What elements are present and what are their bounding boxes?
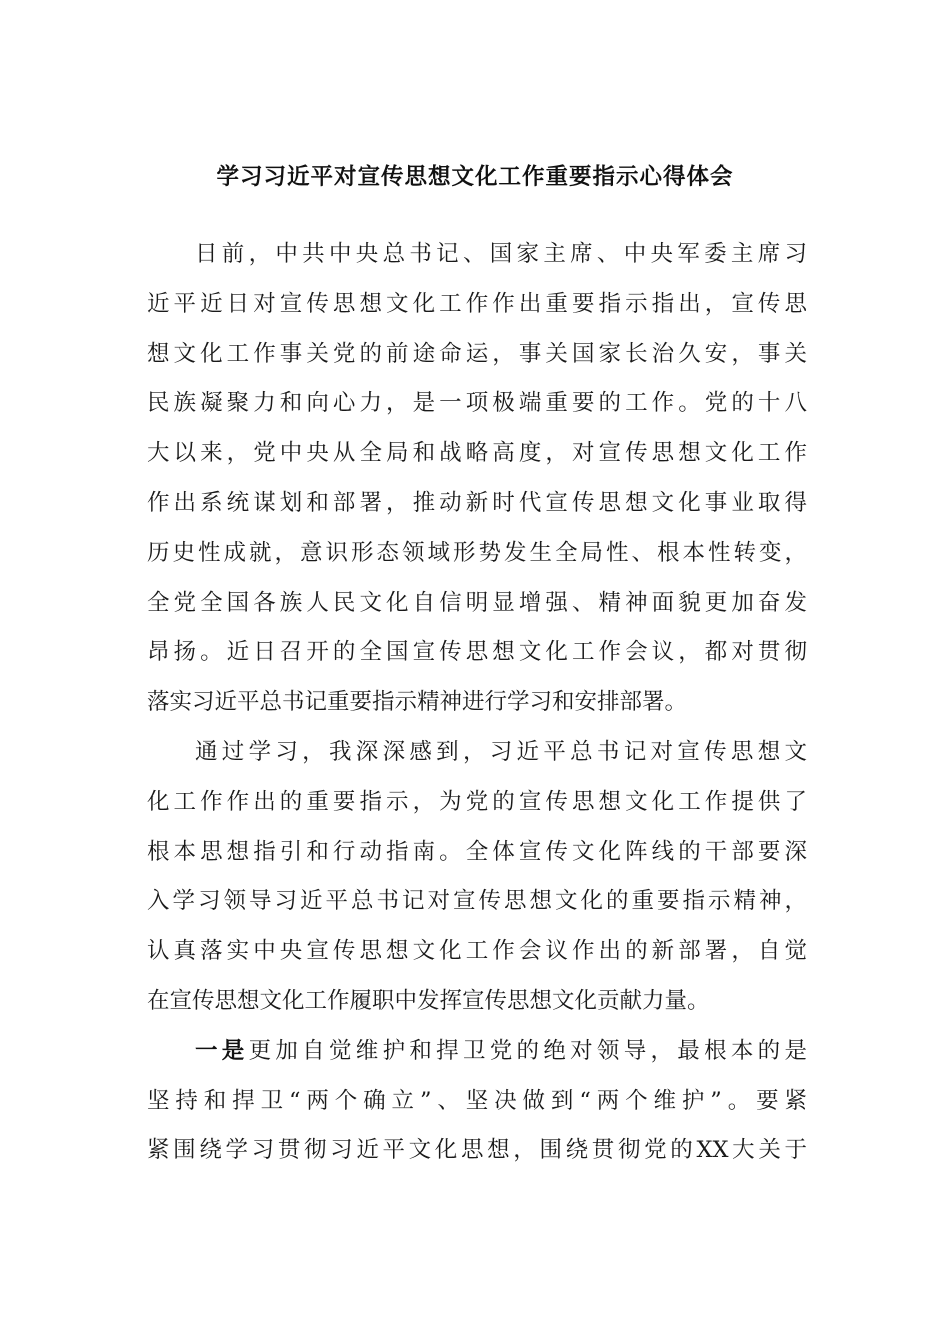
text-line-content: 更加自觉维护和捍卫党的绝对领导，最根本的是 [248, 1037, 807, 1064]
text-line: 昂扬。近日召开的全国宣传思想文化工作会议，都对贯彻 [147, 639, 807, 666]
lead-phrase: 一是 [195, 1037, 249, 1064]
text-line: 全党全国各族人民文化自信明显增强、精神面貌更加奋发 [147, 589, 807, 616]
text-line: 根本思想指引和行动指南。全体宣传文化阵线的干部要深 [147, 838, 807, 865]
text-line: 落实习近平总书记重要指示精神进行学习和安排部署。 [147, 689, 688, 716]
text-line: 历史性成就，意识形态领域形势发生全局性、根本性转变， [147, 539, 807, 566]
text-line: 坚持和捍卫“两个确立”、坚决做到“两个维护”。要紧 [147, 1087, 807, 1114]
text-line: 紧围绕学习贯彻习近平文化思想，围绕贯彻党的XX大关于 [147, 1137, 807, 1164]
text-line: 日前，中共中央总书记、国家主席、中央军委主席习 [195, 241, 807, 267]
text-line: 民族凝聚力和向心力，是一项极端重要的工作。党的十八 [147, 390, 807, 417]
document-body [147, 230, 807, 1176]
text-line: 想文化工作事关党的前途命运，事关国家长治久安，事关 [147, 340, 807, 367]
text-line: 大以来，党中央从全局和战略高度，对宣传思想文化工作 [147, 440, 807, 467]
text-line: 近平近日对宣传思想文化工作作出重要指示指出，宣传思 [147, 290, 807, 317]
text-line: 化工作作出的重要指示，为党的宣传思想文化工作提供了 [147, 788, 807, 815]
paragraph-3 [147, 1027, 807, 1176]
text-line: 在宣传思想文化工作履职中发挥宣传思想文化贡献力量。 [147, 987, 710, 1014]
text-line [147, 1027, 807, 1077]
document-title: 学习习近平对宣传思想文化工作重要指示心得体会 [216, 164, 734, 190]
paragraph-2 [147, 728, 807, 1027]
text-line: 认真落实中央宣传思想文化工作会议作出的新部署，自觉 [147, 938, 807, 965]
text-line: 作出系统谋划和部署，推动新时代宣传思想文化事业取得 [147, 489, 807, 516]
text-line: 入学习领导习近平总书记对宣传思想文化的重要指示精神， [147, 888, 807, 915]
paragraph-1 [147, 230, 807, 728]
text-line: 通过学习，我深深感到，习近平总书记对宣传思想文 [195, 738, 807, 765]
